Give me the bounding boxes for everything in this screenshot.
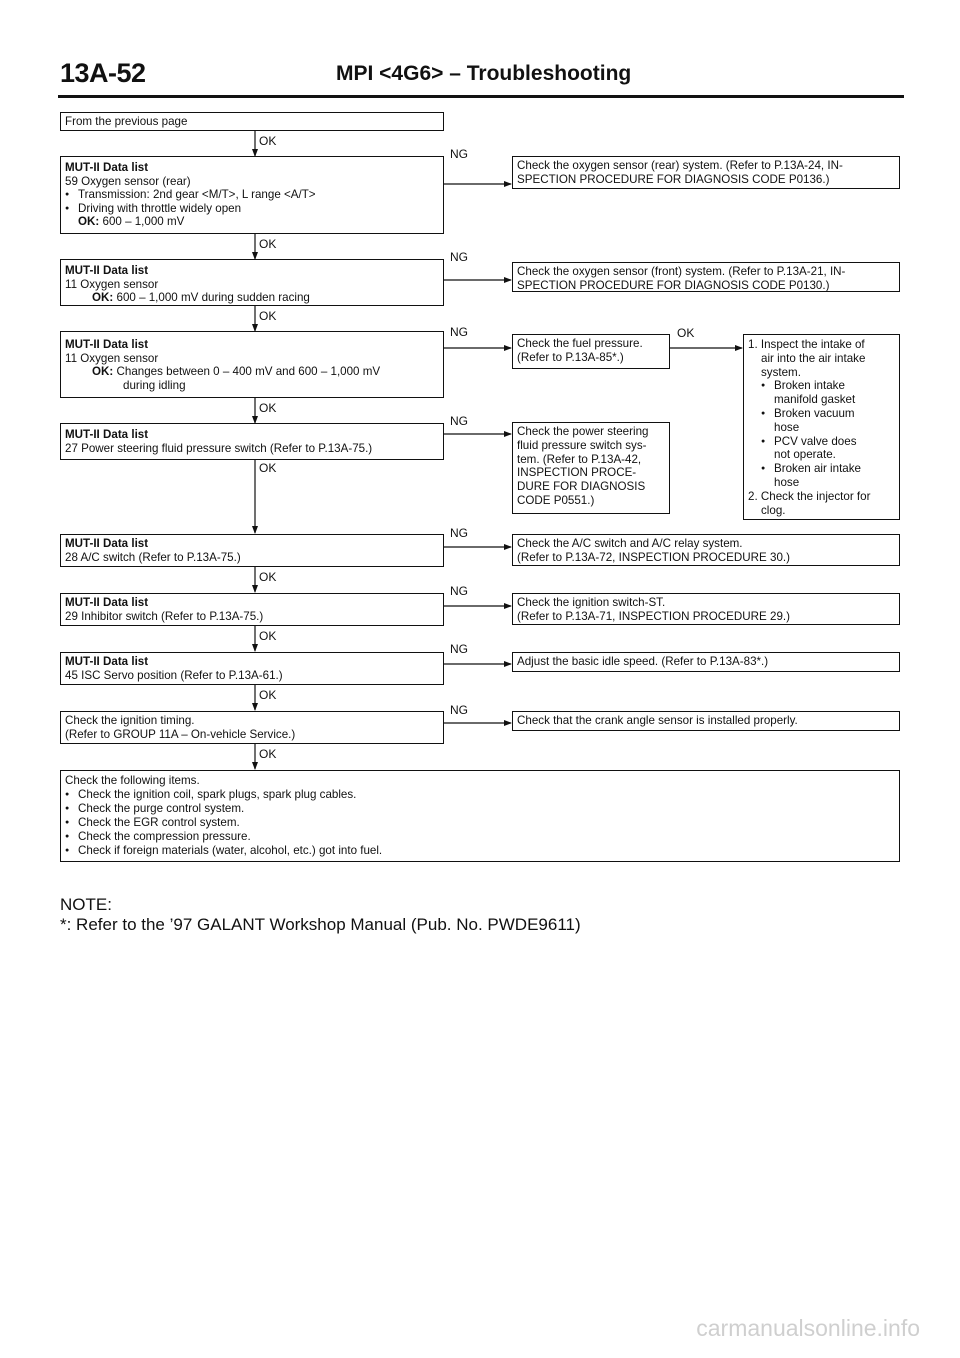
- start-text: From the previous page: [65, 115, 188, 128]
- step6-title: MUT-II Data list: [65, 596, 149, 609]
- ok-label: OK: [259, 461, 277, 475]
- inspect-b4b: hose: [774, 475, 800, 489]
- note-text: *: Refer to the ’97 GALANT Workshop Manual (Pub. No. PWDE9611): [60, 915, 581, 934]
- step2-ng-line2: SPECTION PROCEDURE FOR DIAGNOSIS CODE P0130.): [517, 278, 830, 292]
- ng-label: NG: [450, 147, 468, 161]
- ng-label: NG: [450, 414, 468, 428]
- inspect-b4a: ● Broken air intake: [748, 462, 895, 476]
- step3-ng-line2: (Refer to P.13A-85*.): [517, 350, 624, 364]
- step3-ng-box: [512, 334, 670, 369]
- step6-box: [60, 593, 444, 626]
- step1-title: MUT-II Data list: [65, 161, 149, 174]
- step4-ng-line6: CODE P0551.): [517, 493, 595, 507]
- step7-title: MUT-II Data list: [65, 655, 149, 668]
- step2-box: [60, 259, 444, 306]
- step5-item: 28 A/C switch (Refer to P.13A-75.): [65, 550, 241, 564]
- step6-item: 29 Inhibitor switch (Refer to P.13A-75.): [65, 609, 264, 623]
- step3-item: 11 Oxygen sensor: [65, 351, 159, 365]
- ok-prefix: OK:: [92, 365, 114, 379]
- ok-label: OK: [259, 237, 277, 251]
- step2-ok-value: 600 – 1,000 mV during sudden racing: [116, 291, 310, 305]
- inspect-b3b: not operate.: [774, 448, 836, 462]
- step2-ng-line1: Check the oxygen sensor (front) system. (Refer to P.13A-21, IN-: [517, 265, 846, 278]
- step1-ng-line2: SPECTION PROCEDURE FOR DIAGNOSIS CODE P0136.): [517, 172, 830, 186]
- inspect-line3: system.: [761, 365, 801, 379]
- step1-item: 59 Oxygen sensor (rear): [65, 174, 191, 188]
- start-box: [60, 112, 444, 131]
- ng-label: NG: [450, 642, 468, 656]
- step7-item: 45 ISC Servo position (Refer to P.13A-61.): [65, 668, 283, 682]
- ok-label: OK: [259, 309, 277, 323]
- final-item: ● Check the compression pressure.: [65, 830, 895, 844]
- ng-label: NG: [450, 250, 468, 264]
- final-title: Check the following items.: [65, 774, 200, 787]
- inspect-b3a: ● PCV valve does: [748, 435, 895, 449]
- step4-ng-line2: fluid pressure switch sys-: [517, 438, 647, 452]
- step5-title: MUT-II Data list: [65, 537, 149, 550]
- step5-box: [60, 534, 444, 567]
- ok-label: OK: [259, 747, 277, 761]
- inspect-item2a: 2. Check the injector for: [748, 489, 871, 503]
- step3-box: [60, 331, 444, 398]
- ok-label: OK: [259, 570, 277, 584]
- inspect-item2b: clog.: [761, 503, 786, 517]
- ok-label: OK: [259, 134, 277, 148]
- step1-bullet2: ● Driving with throttle widely open: [65, 202, 439, 216]
- final-item: ● Check the EGR control system.: [65, 816, 895, 830]
- step1-box: [60, 156, 444, 234]
- ng-label: NG: [450, 584, 468, 598]
- step2-ng-box: [512, 262, 900, 292]
- page-title: MPI <4G6> – Troubleshooting: [336, 62, 632, 85]
- step8-line2: (Refer to GROUP 11A – On-vehicle Service.): [65, 727, 296, 741]
- ok-label: OK: [259, 629, 277, 643]
- step3-title: MUT-II Data list: [65, 338, 149, 351]
- step8-box: [60, 711, 444, 744]
- step4-ng-line5: DURE FOR DIAGNOSIS: [517, 480, 646, 494]
- step4-ng-line4: INSPECTION PROCE-: [517, 466, 637, 480]
- ok-label: OK: [677, 326, 695, 340]
- step2-title: MUT-II Data list: [65, 264, 149, 277]
- step8-ng-box: [512, 711, 900, 731]
- inspect-line2: air into the air intake: [761, 351, 866, 365]
- step6-ng-line2: (Refer to P.13A-71, INSPECTION PROCEDURE 29.): [517, 609, 790, 623]
- step1-ng-line1: Check the oxygen sensor (rear) system. (Refer to P.13A-24, IN-: [517, 159, 843, 172]
- page-number: 13A-52: [60, 58, 146, 88]
- step1-ok-value: 600 – 1,000 mV: [102, 215, 185, 229]
- ok-label: OK: [259, 401, 277, 415]
- step4-ng-line3: tem. (Refer to P.13A-42,: [517, 452, 642, 466]
- step4-ng-line1: Check the power steering: [517, 425, 649, 438]
- step4-ng-box: [512, 422, 670, 514]
- step4-item: 27 Power steering fluid pressure switch (Refer to P.13A-75.): [65, 441, 373, 455]
- step7-ng-box: [512, 652, 900, 672]
- step3-ok-line: [65, 365, 439, 379]
- step6-ng-line1: Check the ignition switch-ST.: [517, 596, 666, 609]
- inspect-b1a: ● Broken intake: [748, 379, 895, 393]
- inspect-b2a: ● Broken vacuum: [748, 407, 895, 421]
- step5-ng-line2: (Refer to P.13A-72, INSPECTION PROCEDURE 30.): [517, 550, 790, 564]
- ng-label: NG: [450, 325, 468, 339]
- step6-ng-box: [512, 593, 900, 625]
- ok-label: OK: [259, 688, 277, 702]
- step8-line1: Check the ignition timing.: [65, 714, 195, 727]
- final-item: ● Check the ignition coil, spark plugs, spark plug cables.: [65, 788, 895, 802]
- step1-ok-line: [65, 215, 439, 229]
- step3-ng-line1: Check the fuel pressure.: [517, 337, 643, 350]
- ok-prefix: OK:: [78, 215, 100, 229]
- watermark: carmanualsonline.info: [696, 1315, 920, 1341]
- step5-ng-box: [512, 534, 900, 566]
- step4-title: MUT-II Data list: [65, 428, 149, 441]
- step3-ok-value: Changes between 0 – 400 mV and 600 – 1,000 mV: [116, 365, 381, 379]
- step8-ng-line1: Check that the crank angle sensor is installed properly.: [517, 714, 798, 727]
- step7-box: [60, 652, 444, 685]
- step5-ng-line1: Check the A/C switch and A/C relay system.: [517, 537, 743, 550]
- step3-ok-value2: during idling: [123, 378, 186, 392]
- inspect-b1b: manifold gasket: [774, 393, 856, 407]
- step1-bullet1: ● Transmission: 2nd gear <M/T>, L range <A/T>: [65, 188, 439, 202]
- step7-ng-line1: Adjust the basic idle speed. (Refer to P.13A-83*.): [517, 655, 769, 668]
- ng-label: NG: [450, 703, 468, 717]
- step2-ok-line: [65, 291, 439, 305]
- inspect-line1: 1. Inspect the intake of: [748, 338, 865, 351]
- inspect-box: [743, 334, 900, 520]
- note-heading: NOTE:: [60, 895, 112, 914]
- ng-label: NG: [450, 526, 468, 540]
- inspect-b2b: hose: [774, 420, 800, 434]
- step4-box: [60, 423, 444, 460]
- final-item: ● Check the purge control system.: [65, 802, 895, 816]
- ok-prefix: OK:: [92, 291, 114, 305]
- step1-ng-box: [512, 156, 900, 189]
- step2-item: 11 Oxygen sensor: [65, 277, 159, 291]
- final-box: [60, 770, 900, 862]
- final-item: ● Check if foreign materials (water, alcohol, etc.) got into fuel.: [65, 844, 895, 858]
